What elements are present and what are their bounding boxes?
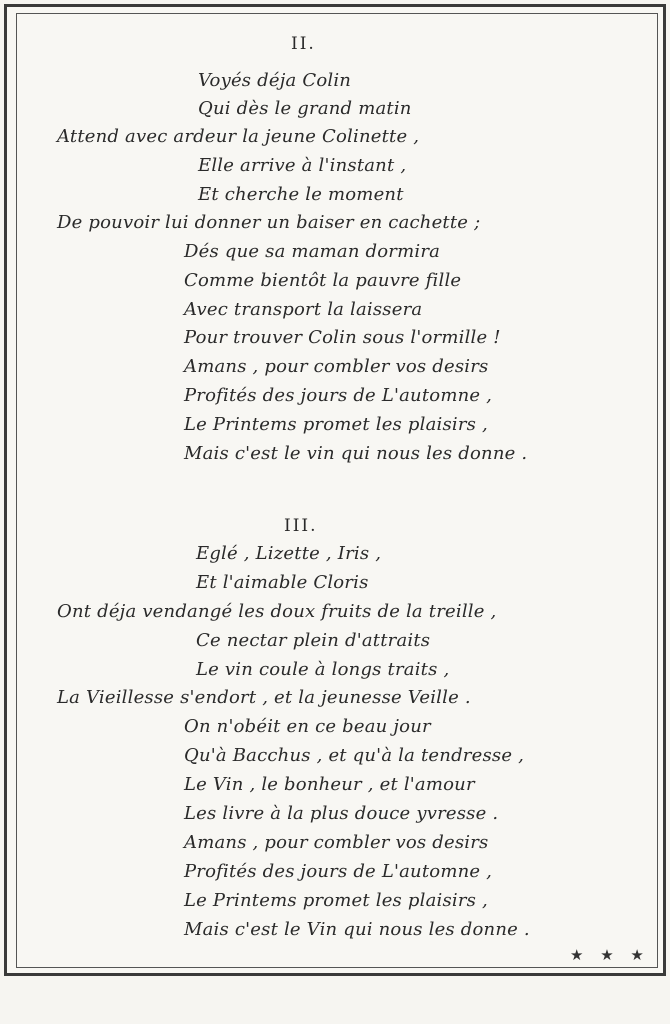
stanza-2-line: Amans , pour combler vos desirs (184, 356, 489, 377)
stanza-3-line: Le vin coule à longs traits , (196, 659, 450, 680)
stanza-3-line: Ont déja vendangé les doux fruits de la treille , (57, 601, 497, 622)
stanza-3-line: Et l'aimable Cloris (196, 572, 369, 593)
stanza-2-number: II. (291, 34, 316, 54)
stanza-3-line: Amans , pour combler vos desirs (184, 832, 489, 853)
stanza-3-line: Ce nectar plein d'attraits (196, 630, 431, 651)
stanza-2-line: Mais c'est le vin qui nous les donne . (184, 443, 528, 464)
stanza-2-line: Dés que sa maman dormira (184, 241, 441, 262)
stanza-3-line: Le Vin , le bonheur , et l'amour (184, 774, 475, 795)
stanza-3-line: Le Printems promet les plaisirs , (184, 890, 488, 911)
stanza-2-line: De pouvoir lui donner un baiser en cachette ; (57, 212, 481, 233)
stanza-2-line: Elle arrive à l'instant , (198, 155, 407, 176)
stanza-2-line: Pour trouver Colin sous l'ormille ! (184, 327, 501, 348)
stanza-3-line: Mais c'est le Vin qui nous les donne . (184, 919, 530, 940)
stanza-3-number: III. (284, 516, 318, 536)
stanza-2-line: Qui dès le grand matin (198, 98, 412, 119)
stanza-3-line: Qu'à Bacchus , et qu'à la tendresse , (184, 745, 525, 766)
stanza-2-line: Le Printems promet les plaisirs , (184, 414, 488, 435)
stanza-2-line: Profités des jours de L'automne , (184, 385, 493, 406)
stanza-3-line: Les livre à la plus douce yvresse . (184, 803, 499, 824)
stanza-3-line: La Vieillesse s'endort , et la jeunesse Veille . (57, 687, 471, 708)
stanza-3-line: Eglé , Lizette , Iris , (196, 543, 382, 564)
stanza-2-line: Attend avec ardeur la jeune Colinette , (57, 126, 420, 147)
stanza-2-line: Comme bientôt la pauvre fille (184, 270, 462, 291)
stanza-2-line: Avec transport la laissera (184, 299, 423, 320)
stanza-2-line: Et cherche le moment (198, 184, 404, 205)
stanza-2-line: Voyés déja Colin (198, 70, 352, 91)
ornament-stars: ★ ★ ★ (570, 946, 650, 964)
stanza-3-line: Profités des jours de L'automne , (184, 861, 493, 882)
stanza-3-line: On n'obéit en ce beau jour (184, 716, 431, 737)
